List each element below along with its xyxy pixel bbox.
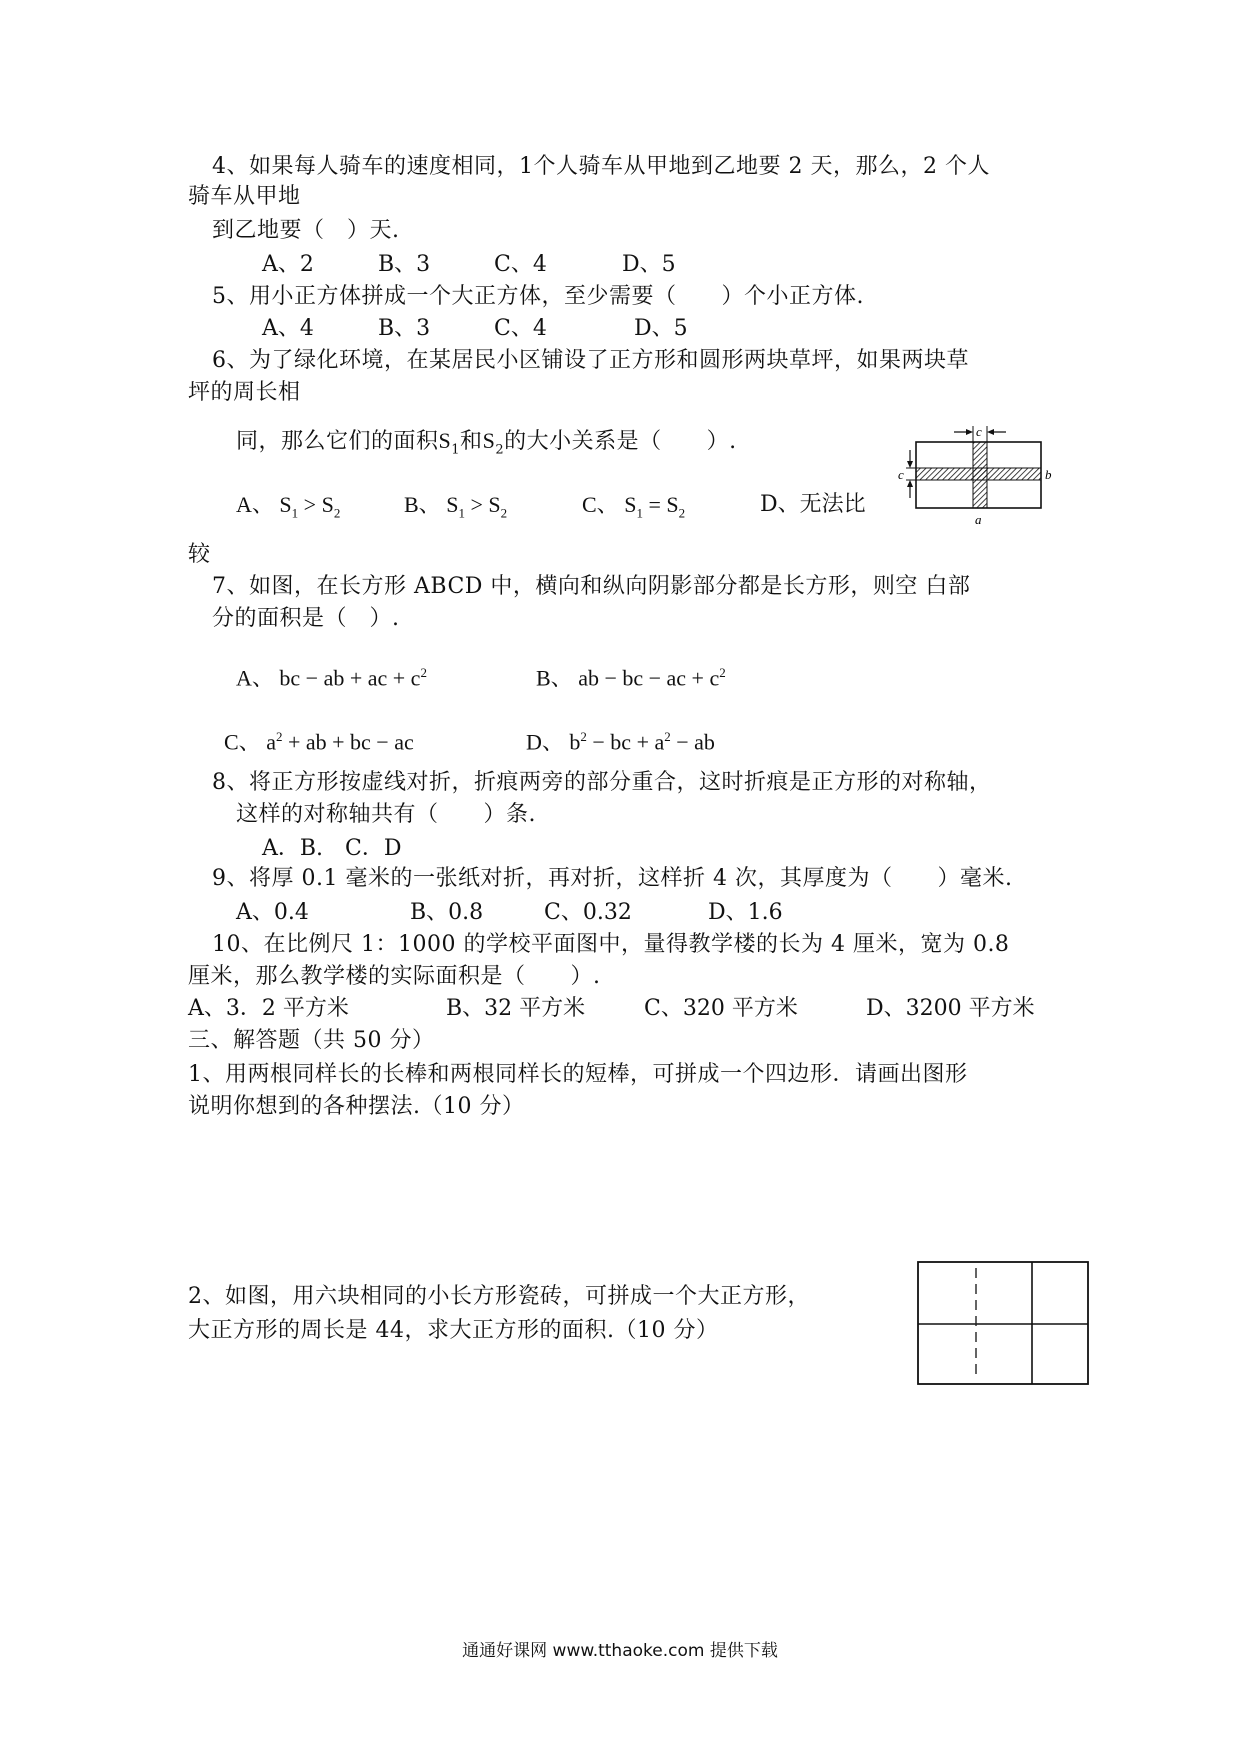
- q9-option-b: B、0.8: [410, 900, 484, 925]
- q9-option-d: D、1.6: [708, 900, 783, 925]
- q7-line1: 7、如图，在长方形 ABCD 中，横向和纵向阴影部分都是长方形，则空 白部: [212, 574, 971, 599]
- q8-options: A．B. C．D: [262, 836, 402, 861]
- q7-line2: 分的面积是（ ）.: [212, 606, 400, 631]
- s2-line2: 大正方形的周长是 44，求大正方形的面积.（10 分）: [188, 1318, 719, 1343]
- q6-wrap: 较: [188, 542, 211, 567]
- big-square-outline: [918, 1262, 1088, 1384]
- q9-line1: 9、将厚 0.1 毫米的一张纸对折，再对折，这样折 4 次，其厚度为（ ）毫米.: [212, 866, 1013, 891]
- q4-option-c: C、4: [494, 252, 547, 277]
- vertical-strip: [973, 442, 987, 508]
- label-c-left: c: [898, 467, 904, 482]
- q10-option-b: B、32 平方米: [446, 996, 586, 1021]
- q10-line2: 厘米，那么教学楼的实际面积是（ ）.: [188, 964, 601, 989]
- q10-option-c: C、320 平方米: [644, 996, 798, 1021]
- label-a: a: [975, 512, 982, 527]
- q6-line3: 同，那么它们的面积$S_1$和$S_2$的大小关系是（ ）.: [236, 428, 737, 458]
- q5-option-c: C、4: [494, 316, 547, 341]
- q9-option-c: C、0.32: [544, 900, 632, 925]
- q6-option-c: C、 $S_1 = S_2$: [582, 492, 686, 521]
- q4-option-b: B、3: [378, 252, 431, 277]
- q6-option-a: A、 $S_1 > S_2$: [236, 492, 341, 521]
- q8-line1: 8、将正方形按虚线对折，折痕两旁的部分重合，这时折痕是正方形的对称轴，: [212, 770, 992, 795]
- q4-line1: 4、如果每人骑车的速度相同，1个人骑车从甲地到乙地要 2 天，那么，2 个人: [212, 154, 990, 179]
- q7-option-c: C、 $a^2$ + ab + bc − ac: [224, 729, 414, 755]
- rectangle-abcd-figure: [896, 424, 1056, 530]
- q10-option-a: A、3．2 平方米: [188, 996, 349, 1021]
- label-c-top: c: [976, 424, 982, 439]
- q5-line1: 5、用小正方体拼成一个大正方体，至少需要（ ）个小正方体.: [212, 284, 864, 309]
- footer-credit: 通通好课网 www.tthaoke.com 提供下载: [462, 1641, 778, 1661]
- tile-square-figure: [916, 1260, 1094, 1388]
- q7-option-b: B、 ab − bc − ac + $c^2$: [536, 665, 726, 691]
- q5-option-a: A、4: [262, 316, 314, 341]
- label-b: b: [1045, 467, 1052, 482]
- s1-line2: 说明你想到的各种摆法.（10 分）: [188, 1094, 525, 1119]
- s1-line1: 1、用两根同样长的长棒和两根同样长的短棒，可拼成一个四边形．请画出图形: [188, 1062, 968, 1087]
- q4-option-d: D、5: [622, 252, 676, 277]
- q7-option-d: D、 $b^2$ − bc + $a^2$ − ab: [526, 729, 715, 755]
- q7-option-a: A、 bc − ab + ac + $c^2$: [236, 665, 427, 691]
- q10-option-d: D、3200 平方米: [866, 996, 1035, 1021]
- q4-line3: 到乙地要（ ）天.: [212, 218, 400, 243]
- q5-option-d: D、5: [634, 316, 688, 341]
- q9-option-a: A、0.4: [236, 900, 309, 925]
- q10-line1: 10、在比例尺 1：1000 的学校平面图中，量得教学楼的长为 4 厘米，宽为 0.8: [212, 932, 1010, 957]
- s2-line1: 2、如图，用六块相同的小长方形瓷砖，可拼成一个大正方形，: [188, 1284, 810, 1309]
- q6-line1: 6、为了绿化环境，在某居民小区铺设了正方形和圆形两块草坪，如果两块草: [212, 348, 969, 373]
- q6-option-b: B、 $S_1 > S_2$: [404, 492, 508, 521]
- section3-title: 三、解答题（共 50 分）: [188, 1028, 435, 1053]
- q8-line2: 这样的对称轴共有（ ）条.: [236, 802, 536, 827]
- q6-option-d: D、无法比: [760, 492, 866, 517]
- q4-line2: 骑车从甲地: [188, 184, 301, 209]
- q4-option-a: A、2: [262, 252, 314, 277]
- q5-option-b: B、3: [378, 316, 431, 341]
- q6-line2: 坪的周长相: [188, 380, 301, 405]
